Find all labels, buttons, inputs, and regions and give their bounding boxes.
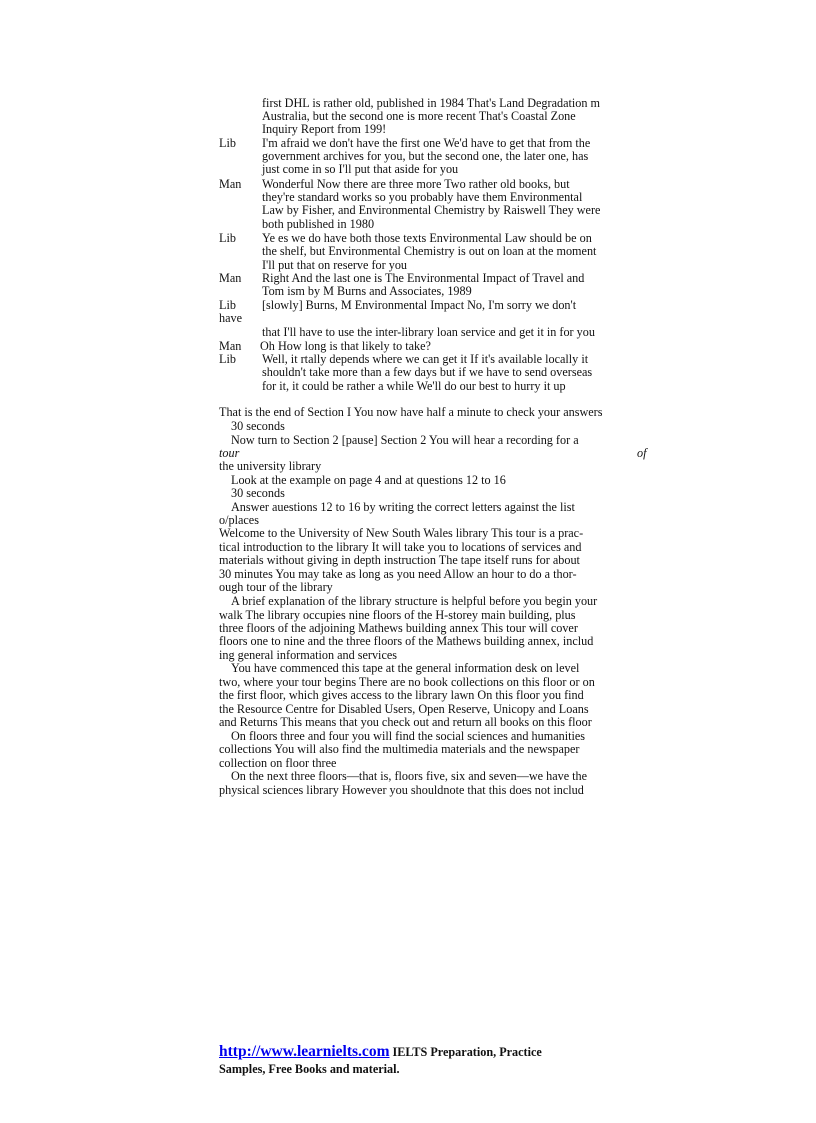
- text-line: collection on floor three: [219, 756, 337, 770]
- text-line: collections You will also find the multimedia materials and the newspaper: [219, 742, 580, 756]
- dialogue-line: Australia, but the second one is more recent That's Coastal Zone: [262, 109, 576, 123]
- text-line: the Resource Centre for Disabled Users, Open Reserve, Unicopy and Loans: [219, 702, 589, 716]
- dialogue-line: for it, it could be rather a while We'll do our best to hurry it up: [262, 379, 566, 393]
- text-line: Look at the example on page 4 and at questions 12 to 16: [231, 473, 506, 487]
- dialogue-line: first DHL is rather old, published in 1984 That's Land Degradation m: [262, 96, 600, 110]
- dialogue-line: shouldn't take more than a few days but if we have to send overseas: [262, 365, 593, 379]
- dialogue-line: Well, it rtally depends where we can get it If it's available locally it: [262, 352, 589, 366]
- text-line: three floors of the adjoining Mathews building annex This tour will cover: [219, 621, 578, 635]
- footer-link[interactable]: http://www.learnielts.com: [219, 1043, 390, 1060]
- speaker-label: Lib: [219, 352, 236, 366]
- speaker-label: Man: [219, 177, 242, 191]
- speaker-label: Lib: [219, 298, 236, 312]
- text-line: tour: [219, 446, 240, 460]
- footer-text-line1: IELTS Preparation, Practice: [389, 1045, 542, 1059]
- speaker-label: have: [219, 311, 243, 325]
- dialogue-line: [slowly] Burns, M Environmental Impact No, I'm sorry we don't: [262, 298, 577, 312]
- text-line: Welcome to the University of New South Wales library This tour is a prac-: [219, 526, 584, 540]
- dialogue-line: they're standard works so you probably have them Environmental: [262, 190, 583, 204]
- text-line: Answer auestions 12 to 16 by writing the correct letters against the list: [231, 500, 575, 514]
- text-line: Now turn to Section 2 [pause] Section 2 You will hear a recording for a: [231, 433, 579, 447]
- page-footer: [219, 1043, 542, 1076]
- speaker-label: Lib: [219, 231, 236, 245]
- dialogue-line: Law by Fisher, and Environmental Chemistry by Raiswell They were: [262, 203, 601, 217]
- speaker-label: Man: [219, 339, 242, 353]
- text-line: 30 seconds: [231, 486, 285, 500]
- dialogue-line: Oh How long is that likely to take?: [260, 339, 431, 353]
- text-line: the first floor, which gives access to the library lawn On this floor you find: [219, 688, 584, 702]
- text-line: physical sciences library However you shouldnote that this does not includ: [219, 783, 584, 797]
- text-line: You have commenced this tape at the general information desk on level: [231, 661, 580, 675]
- text-line: ing general information and services: [219, 648, 398, 662]
- dialogue-line: Inquiry Report from 199!: [262, 122, 387, 136]
- text-line: On the next three floors—that is, floors five, six and seven—we have the: [231, 769, 588, 783]
- text-line: and Returns This means that you check out and return all books on this floor: [219, 715, 592, 729]
- dialogue-line: Wonderful Now there are three more Two rather old books, but: [262, 177, 570, 191]
- text-line: ough tour of the library: [219, 580, 333, 594]
- text-line: On floors three and four you will find the social sciences and humanities: [231, 729, 586, 743]
- dialogue-line: I'm afraid we don't have the first one We'd have to get that from the: [262, 136, 591, 150]
- text-line: tical introduction to the library It will take you to locations of services and: [219, 540, 582, 554]
- text-line: floors one to nine and the three floors of the Mathews building annex, includ: [219, 634, 594, 648]
- footer-text-line2: Samples, Free Books and material.: [219, 1062, 400, 1076]
- text-line: of: [637, 446, 647, 460]
- dialogue-line: just come in so I'll put that aside for you: [262, 162, 459, 176]
- text-line: That is the end of Section I You now have half a minute to check your answers: [219, 405, 603, 419]
- dialogue-line: both published in 1980: [262, 217, 375, 231]
- dialogue-line: Right And the last one is The Environmental Impact of Travel and: [262, 271, 585, 285]
- text-line: materials without giving in depth instruction The tape itself runs for about: [219, 553, 580, 567]
- text-line: walk The library occupies nine floors of the H-storey main building, plus: [219, 608, 576, 622]
- text-line: 30 seconds: [231, 419, 285, 433]
- dialogue-line: the shelf, but Environmental Chemistry is out on loan at the moment: [262, 244, 597, 258]
- text-line: o/places: [219, 513, 259, 527]
- speaker-label: Man: [219, 271, 242, 285]
- text-line: the university library: [219, 459, 322, 473]
- dialogue-line: government archives for you, but the second one, the later one, has: [262, 149, 589, 163]
- dialogue-line: Tom ism by M Burns and Associates, 1989: [262, 284, 472, 298]
- dialogue-line: that I'll have to use the inter-library loan service and get it in for you: [262, 325, 595, 339]
- dialogue-line: I'll put that on reserve for you: [262, 258, 408, 272]
- text-line: 30 minutes You may take as long as you need Allow an hour to do a thor-: [219, 567, 577, 581]
- text-line: A brief explanation of the library structure is helpful before you begin your: [231, 594, 598, 608]
- dialogue-line: Ye es we do have both those texts Environmental Law should be on: [262, 231, 592, 245]
- text-line: two, where your tour begins There are no book collections on this floor or on: [219, 675, 595, 689]
- speaker-label: Lib: [219, 136, 236, 150]
